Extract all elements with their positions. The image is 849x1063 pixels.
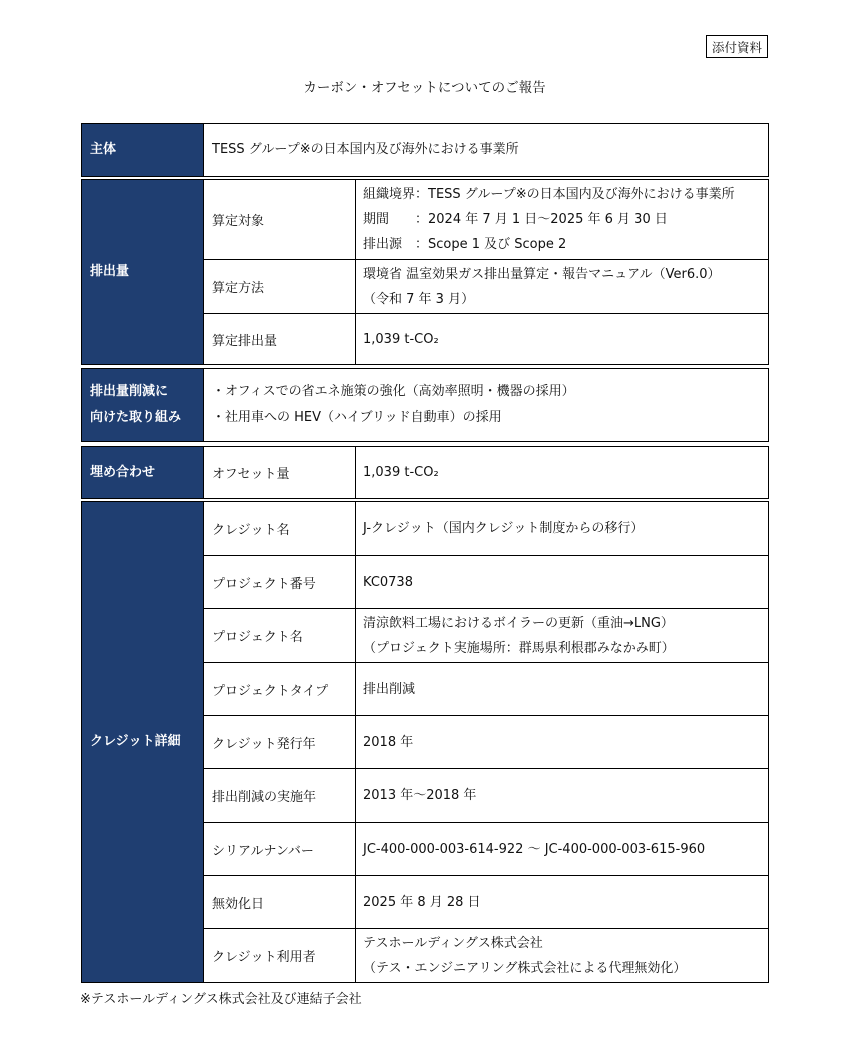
value-line: 1,039 t-CO₂ bbox=[363, 331, 439, 347]
row-value bbox=[355, 180, 768, 259]
offset-header-text: 埋め合わせ bbox=[90, 464, 156, 480]
subject-value-cell bbox=[203, 124, 768, 176]
row-label: オフセット量 bbox=[203, 447, 355, 498]
reduction-block bbox=[81, 368, 769, 442]
value-line: （令和 7 年 3 月） bbox=[363, 291, 475, 307]
row-value bbox=[355, 502, 768, 555]
subject-header-text: 主体 bbox=[90, 142, 117, 157]
attachment-label: 添付資料 bbox=[706, 35, 768, 58]
credit-row-issue-year bbox=[203, 715, 768, 768]
row-label: 算定排出量 bbox=[203, 314, 355, 364]
row-label: 無効化日 bbox=[203, 876, 355, 928]
emissions-header bbox=[82, 180, 203, 364]
credit-row-serial-number bbox=[203, 822, 768, 875]
reduction-item: ・オフィスでの省エネ施策の強化（高効率照明・機器の採用） bbox=[212, 384, 575, 399]
offset-header bbox=[82, 447, 203, 498]
value-line: KC0738 bbox=[363, 574, 413, 590]
row-label: 算定方法 bbox=[203, 260, 355, 313]
row-value bbox=[355, 609, 768, 662]
credit-header-text: クレジット詳細 bbox=[90, 734, 181, 749]
value-line: 排出源 ：Scope 1 及び Scope 2 bbox=[363, 237, 567, 252]
row-value bbox=[355, 876, 768, 928]
credit-row-project-name bbox=[203, 608, 768, 662]
emissions-block bbox=[81, 179, 769, 365]
offset-row bbox=[203, 447, 768, 498]
row-label: クレジット発行年 bbox=[203, 716, 355, 768]
value-line: 環境省 温室効果ガス排出量算定・報告マニュアル（Ver6.0） bbox=[363, 266, 721, 282]
row-label: シリアルナンバー bbox=[203, 823, 355, 875]
value-line: JC-400-000-003-614-922 ～ JC-400-000-003-615-960 bbox=[363, 841, 706, 857]
row-value bbox=[355, 556, 768, 608]
reduction-header-line: 排出量削減に bbox=[90, 384, 169, 399]
value-line: 清涼飲料工場におけるボイラーの更新（重油→LNG） bbox=[363, 615, 674, 631]
row-value bbox=[355, 447, 768, 498]
value-line: 期間 ：2024 年 7 月 1 日～2025 年 6 月 30 日 bbox=[363, 212, 668, 227]
credit-row-project-type bbox=[203, 662, 768, 715]
value-line: 組織境界：TESS グループ※の日本国内及び海外における事業所 bbox=[363, 187, 735, 202]
emissions-row-target bbox=[203, 180, 768, 259]
value-line: 2013 年～2018 年 bbox=[363, 788, 477, 803]
row-value bbox=[355, 314, 768, 364]
emissions-header-text: 排出量 bbox=[90, 264, 130, 279]
footnote: ※テスホールディングス株式会社及び連結子会社 bbox=[80, 992, 362, 1007]
row-value bbox=[355, 929, 768, 982]
subject-block bbox=[81, 123, 769, 177]
subject-header bbox=[82, 124, 203, 176]
credit-row-user bbox=[203, 928, 768, 982]
value-line: テスホールディングス株式会社 bbox=[363, 935, 543, 951]
offset-block bbox=[81, 446, 769, 499]
value-line: （プロジェクト実施場所：群馬県利根郡みなかみ町） bbox=[363, 640, 675, 656]
credit-header bbox=[82, 502, 203, 982]
row-label: プロジェクトタイプ bbox=[203, 663, 355, 715]
row-value bbox=[355, 716, 768, 768]
reduction-header-line: 向けた取り組み bbox=[90, 410, 182, 425]
value-line: （テス・エンジニアリング株式会社による代理無効化） bbox=[363, 960, 687, 976]
row-value bbox=[355, 823, 768, 875]
value-line: J-クレジット（国内クレジット制度からの移行） bbox=[363, 521, 644, 536]
credit-row-reduction-years bbox=[203, 768, 768, 822]
row-label: 排出削減の実施年 bbox=[203, 769, 355, 822]
value-line: 2018 年 bbox=[363, 734, 414, 750]
value-line: 1,039 t-CO₂ bbox=[363, 465, 439, 480]
credit-row-invalidation-date bbox=[203, 875, 768, 928]
document-title: カーボン・オフセットについてのご報告 bbox=[303, 80, 546, 96]
row-value bbox=[355, 769, 768, 822]
row-label: クレジット利用者 bbox=[203, 929, 355, 982]
row-label: クレジット名 bbox=[203, 502, 355, 555]
value-line: 2025 年 8 月 28 日 bbox=[363, 894, 481, 910]
emissions-row-amount bbox=[203, 313, 768, 364]
reduction-item: ・社用車への HEV（ハイブリッド自動車）の採用 bbox=[212, 410, 502, 425]
row-value bbox=[355, 663, 768, 715]
row-label: 算定対象 bbox=[203, 180, 355, 259]
credit-row-name bbox=[203, 502, 768, 555]
row-label: プロジェクト番号 bbox=[203, 556, 355, 608]
value-line: 排出削減 bbox=[363, 681, 416, 697]
credit-block bbox=[81, 501, 769, 983]
reduction-items bbox=[203, 369, 768, 441]
reduction-header bbox=[82, 369, 203, 441]
row-value bbox=[355, 260, 768, 313]
emissions-row-method bbox=[203, 259, 768, 313]
subject-value: TESS グループ※の日本国内及び海外における事業所 bbox=[212, 142, 519, 157]
credit-row-project-number bbox=[203, 555, 768, 608]
row-label: プロジェクト名 bbox=[203, 609, 355, 662]
